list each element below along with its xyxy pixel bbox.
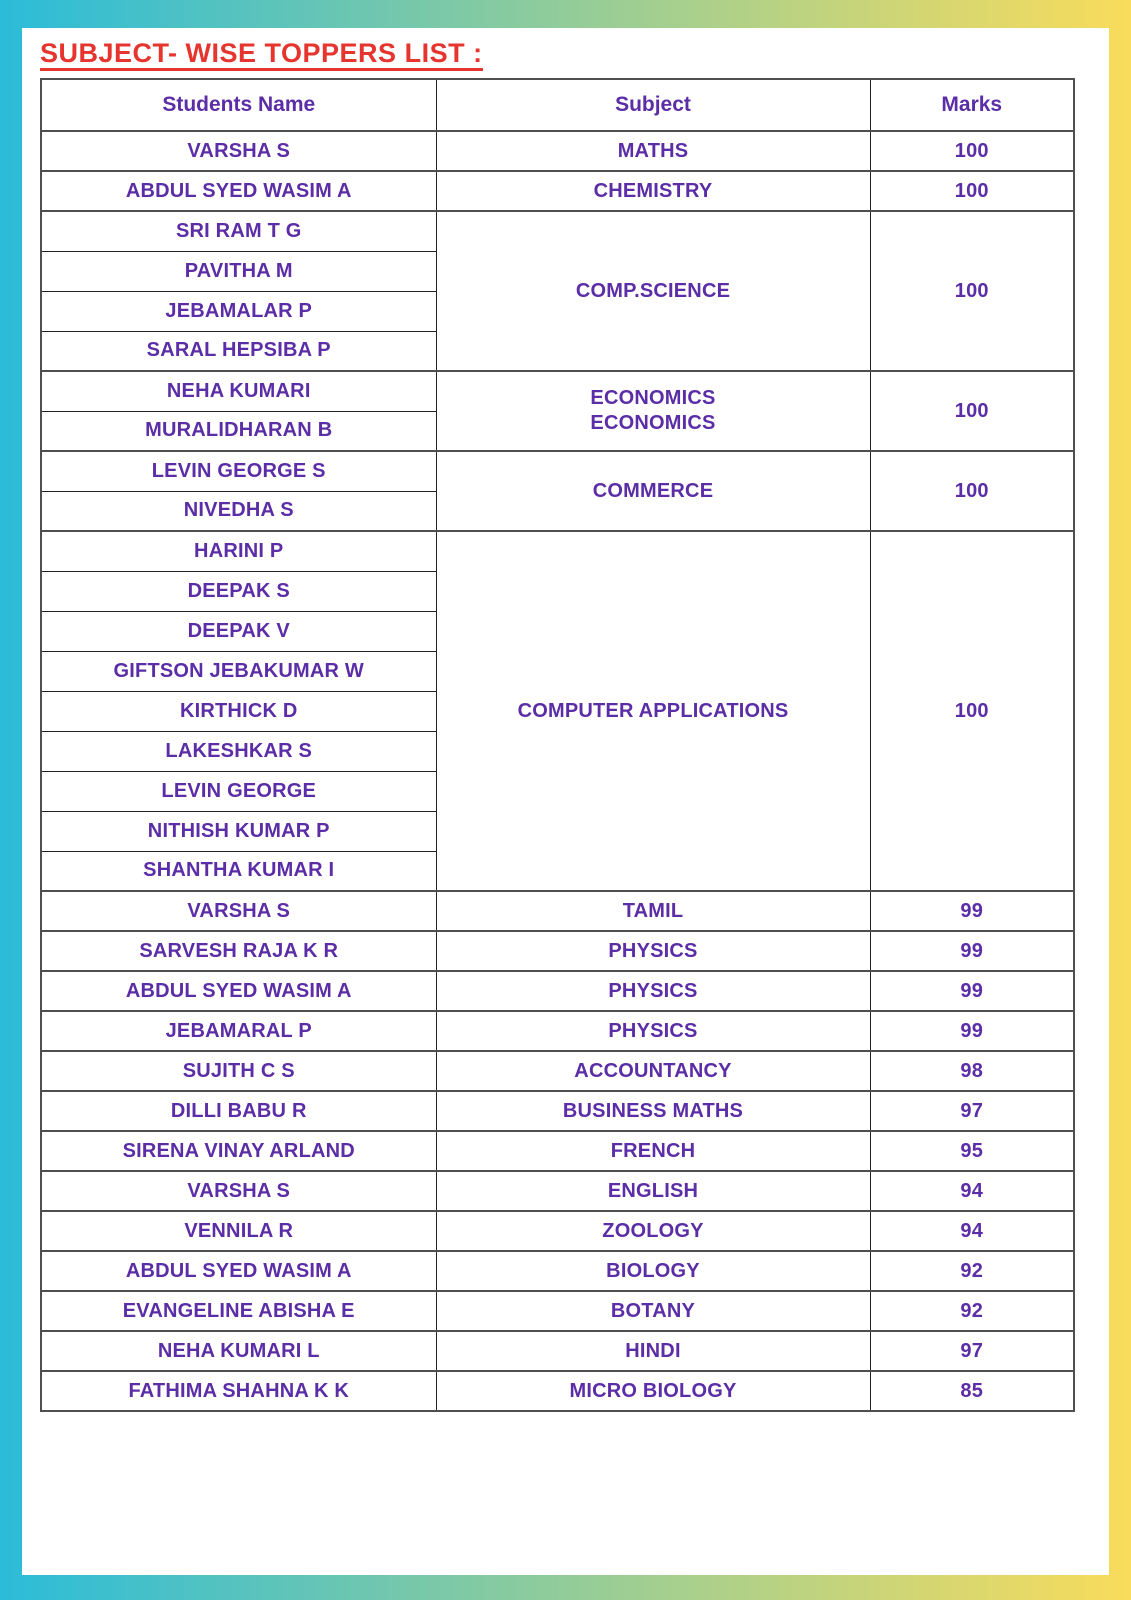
student-name-cell: DILLI BABU R [41,1091,436,1131]
student-name-cell: VARSHA S [41,891,436,931]
marks-cell: 100 [870,451,1074,531]
table-row [41,1371,1074,1411]
marks-cell: 99 [870,971,1074,1011]
student-name-cell: VARSHA S [41,1171,436,1211]
subject-line: ECONOMICS [590,387,716,409]
marks-cell: 94 [870,1171,1074,1211]
student-name-cell: NIVEDHA S [41,491,436,531]
marks-cell: 100 [870,131,1074,171]
marks-cell: 85 [870,1371,1074,1411]
student-name-cell: ABDUL SYED WASIM A [41,1251,436,1291]
subject-line: FRENCH [610,1139,696,1162]
subject-line: ECONOMICS [590,412,716,434]
student-name-cell: SHANTHA KUMAR I [41,851,436,891]
subject-line: ZOOLOGY [602,1219,704,1242]
student-name-cell: VENNILA R [41,1211,436,1251]
marks-cell: 95 [870,1131,1074,1171]
column-header-students-name: Students Name [41,79,436,131]
subject-cell [436,211,870,371]
marks-cell: 92 [870,1291,1074,1331]
subject-cell [436,1211,870,1251]
student-name-cell: SIRENA VINAY ARLAND [41,1131,436,1171]
marks-cell: 98 [870,1051,1074,1091]
marks-cell: 100 [870,211,1074,371]
subject-cell [436,1251,870,1291]
subject-cell [436,971,870,1011]
student-name-cell: DEEPAK V [41,611,436,651]
student-name-cell: JEBAMARAL P [41,1011,436,1051]
table-row [41,1251,1074,1291]
column-header-subject: Subject [436,79,870,131]
marks-cell: 94 [870,1211,1074,1251]
table-row [41,931,1074,971]
subject-line: PHYSICS [608,979,698,1002]
table-row [41,1091,1074,1131]
marks-cell: 92 [870,1251,1074,1291]
table-row [41,1051,1074,1091]
student-name-cell: MURALIDHARAN B [41,411,436,451]
subject-cell [436,371,870,451]
subject-cell [436,171,870,211]
subject-cell [436,131,870,171]
subject-cell [436,1131,870,1171]
subject-cell [436,531,870,891]
subject-cell [436,1371,870,1411]
student-name-cell: JEBAMALAR P [41,291,436,331]
student-name-cell: DEEPAK S [41,571,436,611]
subject-line: ENGLISH [607,1179,699,1202]
student-name-cell: LEVIN GEORGE [41,771,436,811]
subject-line: PHYSICS [608,1019,698,1042]
page-title: SUBJECT- WISE TOPPERS LIST : [40,40,483,71]
table-row [41,451,1074,491]
marks-cell: 97 [870,1331,1074,1371]
table-row [41,971,1074,1011]
student-name-cell: SARAL HEPSIBA P [41,331,436,371]
subject-line: BIOLOGY [606,1259,700,1282]
subject-line: COMP.SCIENCE [575,279,731,302]
subject-cell [436,451,870,531]
subject-line: BOTANY [610,1299,696,1322]
table-row [41,211,1074,251]
student-name-cell: KIRTHICK D [41,691,436,731]
student-name-cell: PAVITHA M [41,251,436,291]
student-name-cell: SRI RAM T G [41,211,436,251]
table-row [41,1011,1074,1051]
student-name-cell: NEHA KUMARI L [41,1331,436,1371]
table-row [41,371,1074,411]
table-row [41,1331,1074,1371]
table-header-row [41,79,1074,131]
subject-line: BUSINESS MATHS [562,1099,744,1122]
marks-cell: 100 [870,171,1074,211]
table-row [41,1291,1074,1331]
toppers-table [40,78,1075,1412]
subject-line: PHYSICS [608,939,698,962]
marks-cell: 100 [870,371,1074,451]
subject-cell [436,1091,870,1131]
marks-cell: 100 [870,531,1074,891]
subject-cell [436,891,870,931]
column-header-marks: Marks [870,79,1074,131]
subject-line: HINDI [625,1339,681,1362]
subject-cell [436,931,870,971]
subject-cell [436,1291,870,1331]
marks-cell: 99 [870,891,1074,931]
student-name-cell: VARSHA S [41,131,436,171]
table-row [41,1211,1074,1251]
student-name-cell: SARVESH RAJA K R [41,931,436,971]
marks-cell: 99 [870,931,1074,971]
subject-line: COMPUTER APPLICATIONS [517,699,789,722]
table-body [41,131,1074,1411]
subject-line: MICRO BIOLOGY [569,1379,737,1402]
table-row [41,131,1074,171]
subject-cell [436,1331,870,1371]
marks-cell: 97 [870,1091,1074,1131]
student-name-cell: FATHIMA SHAHNA K K [41,1371,436,1411]
subject-line: TAMIL [622,899,684,922]
table-row [41,171,1074,211]
document-page [22,28,1109,1575]
subject-cell [436,1011,870,1051]
subject-line: COMMERCE [592,479,714,502]
student-name-cell: GIFTSON JEBAKUMAR W [41,651,436,691]
student-name-cell: LAKESHKAR S [41,731,436,771]
subject-line: MATHS [617,139,689,162]
table-row [41,1171,1074,1211]
student-name-cell: ABDUL SYED WASIM A [41,171,436,211]
subject-line: CHEMISTRY [593,179,713,202]
table-row [41,531,1074,571]
student-name-cell: EVANGELINE ABISHA E [41,1291,436,1331]
marks-cell: 99 [870,1011,1074,1051]
student-name-cell: NEHA KUMARI [41,371,436,411]
student-name-cell: NITHISH KUMAR P [41,811,436,851]
subject-line: ACCOUNTANCY [574,1059,732,1082]
student-name-cell: LEVIN GEORGE S [41,451,436,491]
table-row [41,1131,1074,1171]
student-name-cell: ABDUL SYED WASIM A [41,971,436,1011]
table-row [41,891,1074,931]
subject-cell [436,1051,870,1091]
student-name-cell: HARINI P [41,531,436,571]
subject-cell [436,1171,870,1211]
student-name-cell: SUJITH C S [41,1051,436,1091]
